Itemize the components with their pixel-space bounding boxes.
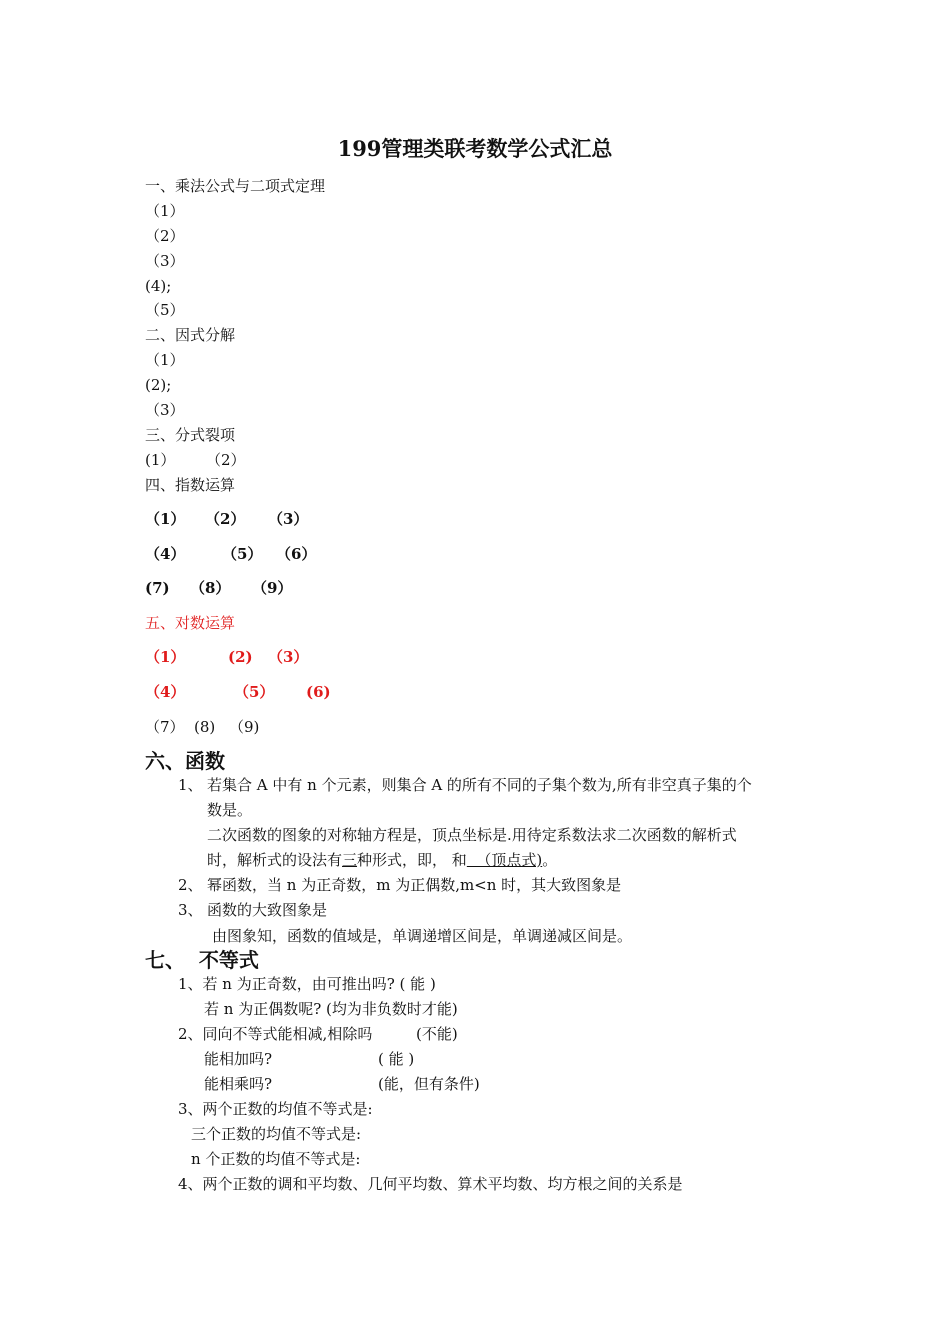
section-2-heading: 二、因式分解 (145, 326, 236, 344)
s6-p3-number: 3、 (178, 901, 203, 919)
s6-p2-text: 幂函数，当 n 为正奇数，m 为正偶数,m<n 时，其大致图象是 (207, 876, 622, 894)
s4-item-5: （5） (222, 545, 263, 563)
s5-item-6: (6) (306, 683, 331, 701)
s1-item-5: （5） (145, 301, 185, 319)
s6-p1-number: 1、 (178, 776, 203, 794)
s6-p1-line-2: 数是。 (207, 801, 253, 819)
s2-item-3: （3） (145, 401, 185, 419)
s6-p1-line-1: 若集合 A 中有 n 个元素，则集合 A 的所有不同的子集个数为,所有非空真子集的个 (207, 776, 752, 794)
s6-p3-conclusion: 由图象知，函数的值域是，单调递增区间是，单调递减区间是。 (212, 927, 633, 945)
section-5-heading: 五、对数运算 (145, 614, 236, 632)
s4-item-3: （3） (268, 510, 309, 528)
s1-item-4: (4); (145, 277, 172, 295)
s5-item-8: (8) (194, 718, 216, 736)
section-4-heading: 四、指数运算 (145, 476, 236, 494)
s3-item-1: (1） (145, 451, 176, 469)
s5-item-9: （9) (229, 718, 260, 736)
section-1-heading: 一、乘法公式与二项式定理 (145, 177, 326, 195)
s7-q2-multiply: 能相乘吗? (204, 1075, 273, 1093)
s6-p1-line-4-b: 种形式，即， 和 (357, 851, 467, 869)
s5-item-3: （3） (268, 648, 309, 666)
s4-item-9: （9） (252, 579, 293, 597)
s6-p3-text: 函数的大致图象是 (207, 901, 328, 919)
s7-q3: 3、两个正数的均值不等式是: (178, 1100, 373, 1118)
s4-item-4: （4） (145, 545, 186, 563)
s6-p1-line-4-underline-1: 三 (342, 851, 358, 869)
s7-q4: 4、两个正数的调和平均数、几何平均数、算术平均数、均方根之间的关系是 (178, 1175, 683, 1193)
s6-p1-line-4-c: 。 (542, 851, 558, 869)
s7-q3-n: n 个正数的均值不等式是: (191, 1150, 361, 1168)
s7-q3-three: 三个正数的均值不等式是: (191, 1125, 362, 1143)
s1-item-1: （1） (145, 202, 185, 220)
s4-item-8: （8） (190, 579, 231, 597)
s4-item-1: （1） (145, 510, 186, 528)
s7-q2-multiply-answer: (能，但有条件) (378, 1075, 480, 1093)
s7-q2-add-answer: ( 能 ) (378, 1050, 415, 1068)
s1-item-3: （3） (145, 252, 185, 270)
section-7-heading: 七、 不等式 (145, 948, 259, 972)
s7-q1: 1、若 n 为正奇数，由可推出吗? ( 能 ) (178, 975, 436, 993)
s4-item-6: （6） (276, 545, 317, 563)
s2-item-2: (2); (145, 376, 172, 394)
section-6-heading: 六、函数 (145, 749, 225, 773)
s3-item-2: （2） (206, 451, 246, 469)
s6-p1-line-4-a: 时，解析式的设法有 (207, 851, 343, 869)
s5-item-7: （7） (145, 718, 185, 736)
s6-p1-line-4 (207, 850, 557, 870)
s7-q2: 2、同向不等式能相减,相除吗 (178, 1025, 373, 1043)
s5-item-1: （1） (145, 648, 186, 666)
s2-item-1: （1） (145, 351, 185, 369)
s6-p1-line-4-underline-2: （顶点式) (466, 851, 543, 869)
s4-item-7: (7) (145, 579, 170, 597)
section-3-heading: 三、分式裂项 (145, 426, 236, 444)
s7-q1-followup: 若 n 为正偶数呢? (均为非负数时才能) (204, 1000, 458, 1018)
s1-item-2: （2） (145, 227, 185, 245)
s5-item-5: （5） (234, 683, 275, 701)
page-title: 199管理类联考数学公式汇总 (337, 136, 613, 161)
s5-item-4: （4） (145, 683, 186, 701)
s6-p1-line-3: 二次函数的图象的对称轴方程是，顶点坐标是.用待定系数法求二次函数的解析式 (207, 826, 737, 844)
s5-item-2: (2) (228, 648, 253, 666)
s4-item-2: （2） (205, 510, 246, 528)
s7-q2-add: 能相加吗? (204, 1050, 273, 1068)
s7-q2-answer: (不能) (416, 1025, 458, 1043)
s6-p2-number: 2、 (178, 876, 203, 894)
